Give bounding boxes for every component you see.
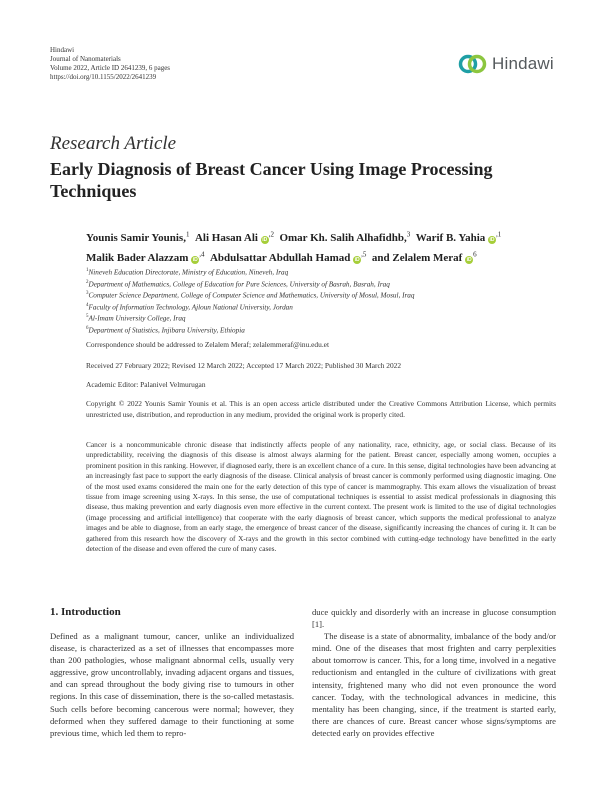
author: Malik Bader Alazzam $iD^{,4}$: [86, 250, 205, 265]
correspondence: Correspondence should be addressed to Zelalem Meraf; zelalemmeraf@inu.edu.et: [86, 340, 330, 349]
hindawi-logo[interactable]: [458, 47, 558, 81]
abstract: Cancer is a noncommunicable chronic disease that indistinctly affects people of any nationality, race, ethnicity, age, or social class. Because of its unpredictability, receiving the diagnosis of this disease is almost always alarming for the patient. Breast cancer, especially among women, occupies a prominent position in this ranking. However, if diagnosed early, there is an excellent chance of a cure. In this sense, digital technologies have been advancing at an increasingly fast pace to support the early diagnosis of the disease. Clinical analysis of breast cancer is commonly performed using diagnostic imaging. One of the most used exams considered the main one for the early detection of this type of cancer is mammography. This exam allows the visualization of breast tissue from image screening using X-rays. In this sense, the use of computational techniques is essential to assist medical professionals in diagnosing this disease, thus making prevention and early diagnosis even more effective in the current context. The present work is limited to the use of digital technologies (image processing and artificial intelligence) that cooperate with the early diagnosis of breast cancer, which supports the medical professional to analyze images and be able to diagnose, from an early stage, the emergence of breast cancer of the disease, significantly increasing the chances of curing it. It can be gathered from this research how the discovery of X-rays and the growth in this sector combined with cutting-edge technology have benefitted in the early detection of the disease and even offered the cure of many cases.: [86, 440, 556, 554]
body-paragraph: The disease is a state of abnormality, imbalance of the body and/or mind. One of the diseases that most frighten and carry perplexities about tomorrow is cancer. This, for a long time, involved in a negative reductionism and entangled in the culture of civilizations with great intensity, frightened many who did not even pronounce the word cancer. Today, with the technological advances in medicine, this mentality has been changing, since, if the treatment is started early, there are chances of cure. Breast cancer whose signs/symptoms are detected early on provides effective: [312, 631, 556, 738]
author-list: [86, 226, 556, 267]
section-heading: 1. Introduction: [50, 606, 121, 618]
volume-line: Volume 2022, Article ID 2641239, 6 pages: [50, 64, 171, 72]
affiliation: $^2$Department of Mathematics, College of Education for Pure Sciences, University of Basrah, Basrah, Iraq: [86, 279, 390, 288]
author: Ali Hasan Ali $iD^{,2}$: [194, 230, 274, 244]
author: Omar Kh. Salih Alhafidhb,$^3$: [279, 230, 411, 244]
journal-name: Journal of Nanomaterials: [50, 55, 121, 63]
journal-meta: [50, 46, 170, 82]
copyright-notice: Copyright © 2022 Younis Samir Younis et al. This is an open access article distributed under the Creative Commons Attribution License, which permits unrestricted use, distribution, and reproduction in any medium, provided the original work is properly cited.: [86, 399, 556, 419]
orcid-icon[interactable]: iD: [192, 257, 198, 264]
orcid-icon[interactable]: iD: [262, 236, 268, 243]
article-type: Research Article: [50, 133, 177, 154]
orcid-icon[interactable]: iD: [354, 257, 360, 264]
affiliation: $^3$Computer Science Department, College of Computer Science and Mathematics, University of Mosul, Mosul, Iraq: [86, 291, 415, 300]
body-paragraph: Defined as a malignant tumour, cancer, unlike an individualized disease, is characterized as a set of illnesses that encompasses more than 200 pathologies, whose malignant abnormal cells, usually very aggressive, grow uncontrollably, invading adjacent organs and tissues, and can spread throughout the body giving rise to tumours in other regions. In this case of dissemination, there is the so-called metastasis. Such cells before becoming cancerous were normal; however, they deformed when they suffered damage to their functioning at some previous time, which led them to repro-: [50, 631, 294, 738]
publisher-line: Hindawi: [50, 46, 75, 54]
hindawi-rings-icon: [458, 53, 488, 75]
left-column: [50, 630, 294, 739]
right-column: [312, 606, 556, 739]
author: Warif B. Yahia $iD^{,1}$: [415, 230, 502, 244]
orcid-icon[interactable]: iD: [466, 257, 472, 264]
academic-editor: Academic Editor: Palanivel Velmurugan: [86, 380, 206, 389]
author: Abdulsattar Abdullah Hamad $iD^{,5}$: [209, 250, 367, 265]
logo-text: Hindawi: [492, 54, 554, 73]
publication-dates: Received 27 February 2022; Revised 12 March 2022; Accepted 17 March 2022; Published 30 March 2022: [86, 361, 402, 370]
doi-link[interactable]: https://doi.org/10.1155/2022/2641239: [50, 73, 157, 81]
author: and Zelalem Meraf $iD^6$: [371, 250, 477, 265]
author: Younis Samir Younis,$^1$: [86, 230, 190, 244]
affiliation: $^6$Department of Statistics, Injibara University, Ethiopia: [86, 325, 245, 335]
affiliation: $^4$Faculty of Information Technology, Ajloun National University, Jordan: [86, 302, 293, 312]
affiliation: $^5$Al-Imam University College, Iraq: [86, 314, 186, 323]
affiliation: $^1$Nineveh Education Directorate, Ministry of Education, Nineveh, Iraq: [86, 268, 289, 277]
paper-title: Early Diagnosis of Breast Cancer Using Image Processing Techniques: [50, 159, 493, 201]
body-paragraph: duce quickly and disorderly with an increase in glucose consumption [1].: [312, 607, 556, 630]
affiliation-list: [86, 266, 556, 336]
orcid-icon[interactable]: iD: [489, 236, 495, 243]
